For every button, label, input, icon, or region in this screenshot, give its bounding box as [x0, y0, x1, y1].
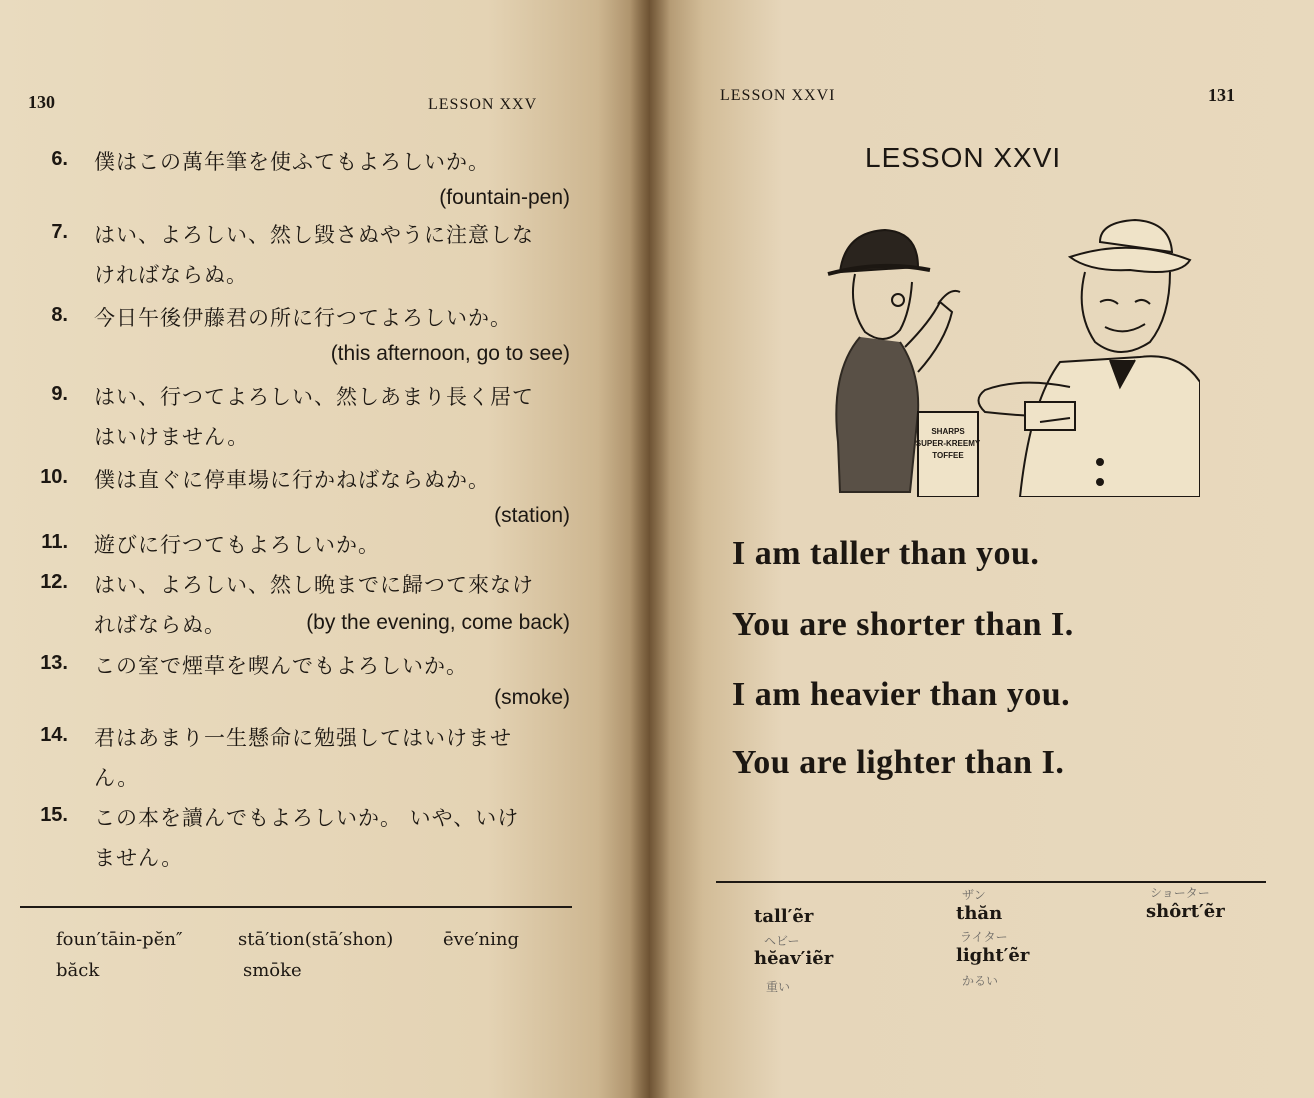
vocab-word: tall′ẽr [754, 906, 814, 927]
page-number-left: 130 [28, 92, 55, 112]
sentence-3: I am heavier than you. [732, 676, 1071, 713]
vocab-word: băck [56, 960, 100, 981]
exercise-text: はい、よろしい、然し晩までに歸つて來なけ ればならぬ。 [94, 573, 534, 637]
exercise-gloss: (by the evening, come back) [306, 611, 570, 634]
book-gutter [630, 0, 670, 1098]
exercise-number: 14. [40, 724, 68, 746]
exercise-number: 10. [40, 466, 68, 488]
cartoon-illustration [800, 212, 1200, 497]
exercise-number: 9. [51, 383, 68, 405]
left-page [0, 0, 650, 1098]
exercise-number: 8. [51, 304, 68, 326]
exercise-gloss: (this afternoon, go to see) [330, 342, 570, 365]
vocab-word: light′ẽr [956, 945, 1030, 966]
vocab-word: foun′tāin-pĕn″ [56, 929, 183, 950]
vocab-word: stā′tion(stā′shon) [238, 929, 394, 950]
exercise-number: 15. [40, 804, 68, 826]
toffee-sign-line3: TOFFEE [932, 451, 964, 460]
exercise-text: この本を讀んでもよろしいか。 いや、いけ ません。 [94, 806, 520, 870]
pencil-note: ザン [962, 888, 986, 902]
exercise-number: 6. [51, 148, 68, 170]
vocab-word: smōke [243, 960, 302, 981]
pencil-note: 重い [766, 980, 791, 994]
exercise-text: はい、よろしい、然し毀さぬやうに注意しな ければならぬ。 [94, 223, 534, 287]
exercise-text: この室で煙草を喫んでもよろしいか。 [94, 654, 468, 678]
divider-rule [20, 906, 572, 908]
pencil-note: ライター [960, 930, 1008, 944]
pencil-note: ショーター [1150, 886, 1210, 900]
pencil-note: ヘビー [764, 934, 800, 948]
exercise-text: はい、行つてよろしい、然しあまり長く居て はいけません。 [94, 385, 534, 449]
exercise-text: 僕はこの萬年筆を使ふてもよろしいか。 [94, 150, 490, 174]
exercise-text: 君はあまり一生懸命に勉强してはいけませ ん。 [94, 726, 512, 790]
pencil-note: かるい [962, 974, 999, 988]
sentence-4: You are lighter than I. [732, 744, 1065, 781]
sentence-2: You are shorter than I. [732, 606, 1074, 643]
vocab-word: shôrt′ẽr [1146, 901, 1225, 922]
divider-rule [716, 881, 1266, 883]
exercise-gloss: (station) [494, 504, 570, 527]
exercise-gloss: (smoke) [494, 686, 570, 709]
lesson-title: LESSON XXVI [865, 142, 1062, 173]
toffee-sign-line1: SHARPS [931, 427, 965, 436]
right-page [650, 0, 1314, 1098]
exercise-number: 12. [40, 571, 68, 593]
exercise-text: 遊びに行つてもよろしいか。 [94, 533, 380, 557]
vocab-word: ēve′ning [443, 929, 520, 950]
exercise-number: 7. [51, 221, 68, 243]
exercise-gloss: (fountain-pen) [439, 186, 570, 209]
exercise-text: 今日午後伊藤君の所に行つてよろしいか。 [94, 306, 512, 330]
exercise-number: 13. [40, 652, 68, 674]
sentence-1: I am taller than you. [732, 535, 1040, 572]
exercise-text: 僕は直ぐに停車場に行かねばならぬか。 [94, 468, 490, 492]
page-number-right: 131 [1208, 85, 1235, 105]
running-title-right: LESSON XXVI [720, 87, 836, 104]
running-title-left: LESSON XXV [428, 96, 538, 113]
exercise-number: 11. [41, 531, 68, 553]
vocab-word: hĕav′iẽr [754, 948, 834, 969]
toffee-sign-line2: SUPER-KREEMY [915, 439, 981, 448]
vocab-word: thăn [956, 903, 1003, 924]
